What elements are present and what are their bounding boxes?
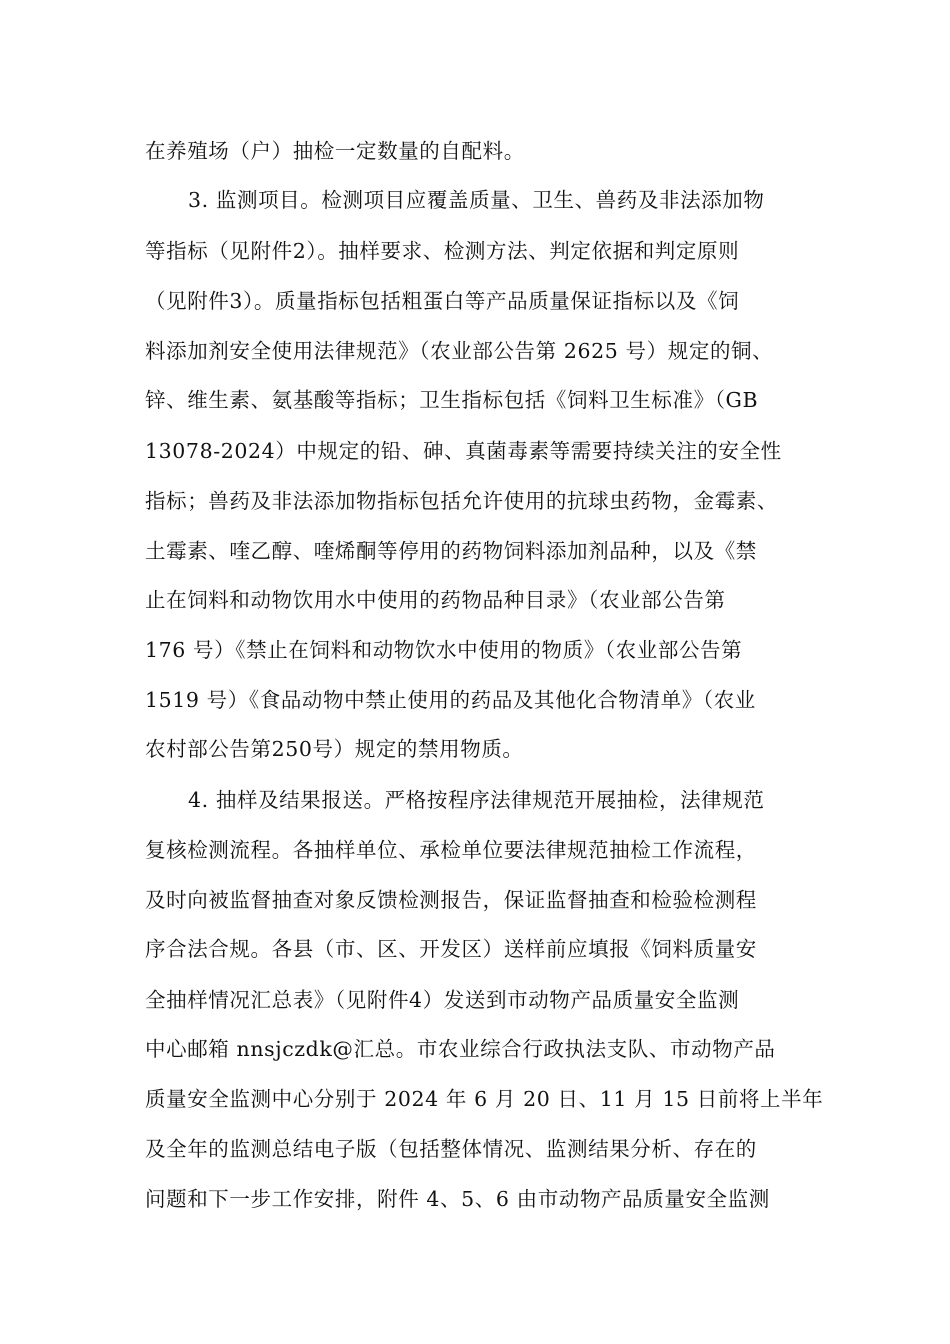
paragraph-line: 复核检测流程。各抽样单位、承检单位要法律规范抽检工作流程， bbox=[145, 838, 757, 862]
paragraph-line: 及时向被监督抽查对象反馈检测报告，保证监督抽查和检验检测程 bbox=[145, 888, 757, 912]
paragraph-line: 土霉素、喹乙醇、喹烯酮等停用的药物饲料添加剂品种，以及《禁 bbox=[145, 539, 757, 563]
paragraph-line: 指标；兽药及非法添加物指标包括允许使用的抗球虫药物，金霉素、 bbox=[145, 489, 778, 513]
paragraph-line: 在养殖场（户）抽检一定数量的自配料。 bbox=[145, 139, 525, 163]
paragraph-line: 农村部公告第250号）规定的禁用物质。 bbox=[145, 737, 524, 761]
paragraph-line: 质量安全监测中心分别于 2024 年 6 月 20 日、11 月 15 日前将上半年 bbox=[145, 1087, 824, 1111]
paragraph-line: 全抽样情况汇总表》（见附件4）发送到市动物产品质量安全监测 bbox=[145, 988, 740, 1012]
paragraph-line: 及全年的监测总结电子版（包括整体情况、监测结果分析、存在的 bbox=[145, 1137, 757, 1161]
paragraph-line: 序合法合规。各县（市、区、开发区）送样前应填报《饲料质量安 bbox=[145, 937, 757, 961]
paragraph-line: 止在饲料和动物饮用水中使用的药物品种目录》（农业部公告第 bbox=[145, 588, 726, 612]
paragraph-line: 176 号）《禁止在饲料和动物饮水中使用的物质》（农业部公告第 bbox=[145, 638, 743, 662]
paragraph-line: （见附件3）。质量指标包括粗蛋白等产品质量保证指标以及《饲 bbox=[145, 289, 740, 313]
paragraph-line: 料添加剂安全使用法律规范》（农业部公告第 2625 号）规定的铜、 bbox=[145, 339, 774, 363]
paragraph-line: 等指标（见附件2）。抽样要求、检测方法、判定依据和判定原则 bbox=[145, 239, 740, 263]
paragraph-line: 13078-2024）中规定的铅、砷、真菌毒素等需要持续关注的安全性 bbox=[145, 439, 782, 463]
paragraph-line: 1519 号）《食品动物中禁止使用的药品及其他化合物清单》（农业 bbox=[145, 688, 756, 712]
paragraph-line: 4. 抽样及结果报送。严格按程序法律规范开展抽检，法律规范 bbox=[188, 788, 765, 812]
paragraph-line: 锌、维生素、氨基酸等指标；卫生指标包括《饲料卫生标准》（GB bbox=[145, 388, 759, 412]
paragraph-line: 3. 监测项目。检测项目应覆盖质量、卫生、兽药及非法添加物 bbox=[188, 188, 765, 212]
paragraph-line: 中心邮箱 nnsjczdk@汇总。市农业综合行政执法支队、市动物产品 bbox=[145, 1037, 776, 1061]
paragraph-line: 问题和下一步工作安排，附件 4、5、6 由市动物产品质量安全监测 bbox=[145, 1187, 770, 1211]
